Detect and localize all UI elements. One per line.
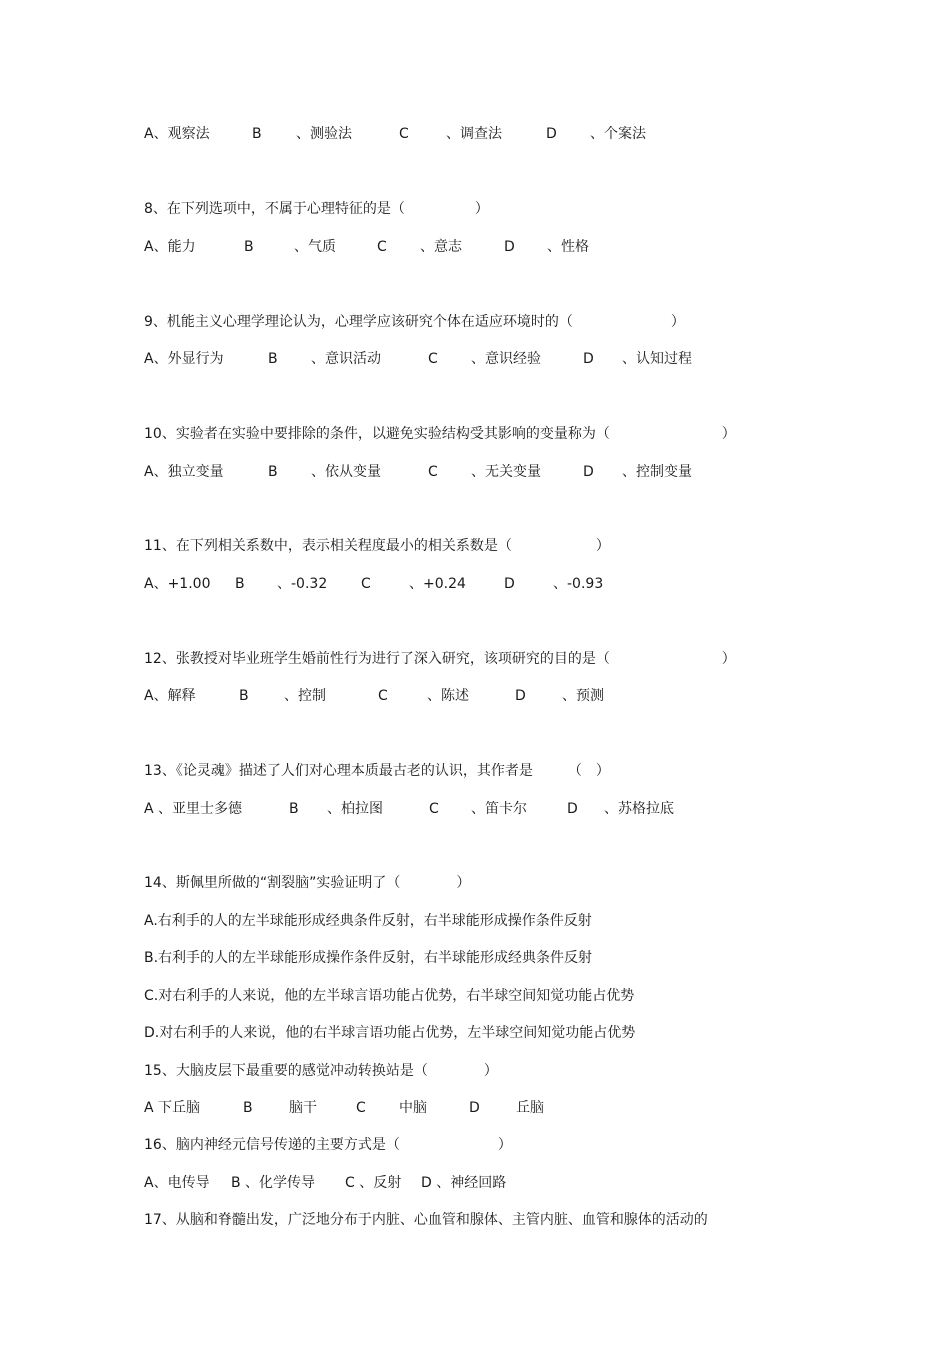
q10-option-d-letter: D bbox=[583, 464, 594, 480]
q10-option-c-letter: C bbox=[428, 464, 438, 480]
q8-option-d-letter: D bbox=[504, 239, 515, 255]
q10-option-b: 、依从变量 bbox=[311, 464, 381, 480]
q8-option-d: 、性格 bbox=[547, 239, 589, 255]
q10-stem: 10、实验者在实验中要排除的条件，以避免实验结构受其影响的变量称为（ ） bbox=[144, 426, 736, 442]
q13-option-c: 、笛卡尔 bbox=[471, 801, 527, 817]
q12-option-b-letter: B bbox=[239, 688, 249, 704]
q14-stem: 14、斯佩里所做的“割裂脑”实验证明了（ ） bbox=[144, 875, 471, 891]
q8-option-a: A、能力 bbox=[144, 239, 196, 255]
q7-option-c-letter: C bbox=[399, 126, 409, 142]
q13-option-d-letter: D bbox=[567, 801, 578, 817]
q8-stem: 8、在下列选项中，不属于心理特征的是（ ） bbox=[144, 201, 489, 217]
q15-option-b-letter: B bbox=[243, 1100, 253, 1116]
q11-option-b-letter: B bbox=[235, 576, 245, 592]
q10-option-c: 、无关变量 bbox=[471, 464, 541, 480]
q14-option-b: B.右利手的人的左半球能形成操作条件反射，右半球能形成经典条件反射 bbox=[144, 950, 593, 966]
q13-stem: 13、《论灵魂》描述了人们对心理本质最古老的认识，其作者是 （ ） bbox=[144, 763, 610, 779]
q17-stem: 17、从脑和脊髓出发，广泛地分布于内脏、心血管和腺体、主管内脏、血管和腺体的活动的 bbox=[144, 1212, 708, 1228]
q11-option-d: 、-0.93 bbox=[553, 576, 604, 592]
q9-option-d-letter: D bbox=[583, 351, 594, 367]
q7-option-d: 、个案法 bbox=[590, 126, 646, 142]
q12-option-d-letter: D bbox=[515, 688, 526, 704]
q14-option-c: C.对右利手的人来说，他的左半球言语功能占优势，右半球空间知觉功能占优势 bbox=[144, 988, 635, 1004]
q13-option-d: 、苏格拉底 bbox=[604, 801, 674, 817]
q16-option-d: D 、神经回路 bbox=[421, 1175, 507, 1191]
q12-stem: 12、张教授对毕业班学生婚前性行为进行了深入研究，该项研究的目的是（ ） bbox=[144, 651, 736, 667]
q9-stem: 9、机能主义心理学理论认为，心理学应该研究个体在适应环境时的（ ） bbox=[144, 314, 685, 330]
q15-option-b: 脑干 bbox=[289, 1100, 317, 1116]
q13-option-b: 、柏拉图 bbox=[327, 801, 383, 817]
q15-stem: 15、大脑皮层下最重要的感觉冲动转换站是（ ） bbox=[144, 1063, 498, 1079]
q9-option-c-letter: C bbox=[428, 351, 438, 367]
q12-option-c-letter: C bbox=[378, 688, 388, 704]
q16-option-c: C 、反射 bbox=[345, 1175, 402, 1191]
q7-option-c: 、调查法 bbox=[446, 126, 502, 142]
q11-stem: 11、在下列相关系数中，表示相关程度最小的相关系数是（ ） bbox=[144, 538, 610, 554]
q7-option-a: A、观察法 bbox=[144, 126, 210, 142]
q15-option-d: 丘脑 bbox=[516, 1100, 544, 1116]
q7-option-b-letter: B bbox=[252, 126, 262, 142]
q13-option-c-letter: C bbox=[429, 801, 439, 817]
q8-option-c-letter: C bbox=[377, 239, 387, 255]
q9-option-b-letter: B bbox=[268, 351, 278, 367]
q9-option-b: 、意识活动 bbox=[311, 351, 381, 367]
q9-option-d: 、认知过程 bbox=[622, 351, 692, 367]
q15-option-a: A 下丘脑 bbox=[144, 1100, 201, 1116]
q15-option-c-letter: C bbox=[356, 1100, 366, 1116]
q11-option-c-letter: C bbox=[361, 576, 371, 592]
q16-stem: 16、脑内神经元信号传递的主要方式是（ ） bbox=[144, 1137, 512, 1153]
q13-option-a: A 、亚里士多德 bbox=[144, 801, 243, 817]
q8-option-c: 、意志 bbox=[420, 239, 462, 255]
q11-option-d-letter: D bbox=[504, 576, 515, 592]
q10-option-b-letter: B bbox=[268, 464, 278, 480]
q14-option-a: A.右利手的人的左半球能形成经典条件反射，右半球能形成操作条件反射 bbox=[144, 913, 592, 929]
q12-option-c: 、陈述 bbox=[427, 688, 469, 704]
q8-option-b: 、气质 bbox=[294, 239, 336, 255]
q15-option-d-letter: D bbox=[469, 1100, 480, 1116]
q9-option-a: A、外显行为 bbox=[144, 351, 224, 367]
q15-option-c: 中脑 bbox=[399, 1100, 427, 1116]
q12-option-d: 、预测 bbox=[562, 688, 604, 704]
q9-option-c: 、意识经验 bbox=[471, 351, 541, 367]
q11-option-b: 、-0.32 bbox=[277, 576, 328, 592]
q7-option-d-letter: D bbox=[546, 126, 557, 142]
q11-option-a: A、+1.00 bbox=[144, 576, 211, 592]
q7-option-b: 、测验法 bbox=[296, 126, 352, 142]
q11-option-c: 、+0.24 bbox=[409, 576, 466, 592]
q16-option-a: A、电传导 bbox=[144, 1175, 210, 1191]
q16-option-b: B 、化学传导 bbox=[231, 1175, 316, 1191]
q12-option-a: A、解释 bbox=[144, 688, 196, 704]
q10-option-d: 、控制变量 bbox=[622, 464, 692, 480]
q8-option-b-letter: B bbox=[244, 239, 254, 255]
q10-option-a: A、独立变量 bbox=[144, 464, 224, 480]
q14-option-d: D.对右利手的人来说，他的右半球言语功能占优势，左半球空间知觉功能占优势 bbox=[144, 1025, 636, 1041]
q13-option-b-letter: B bbox=[289, 801, 299, 817]
q12-option-b: 、控制 bbox=[284, 688, 326, 704]
